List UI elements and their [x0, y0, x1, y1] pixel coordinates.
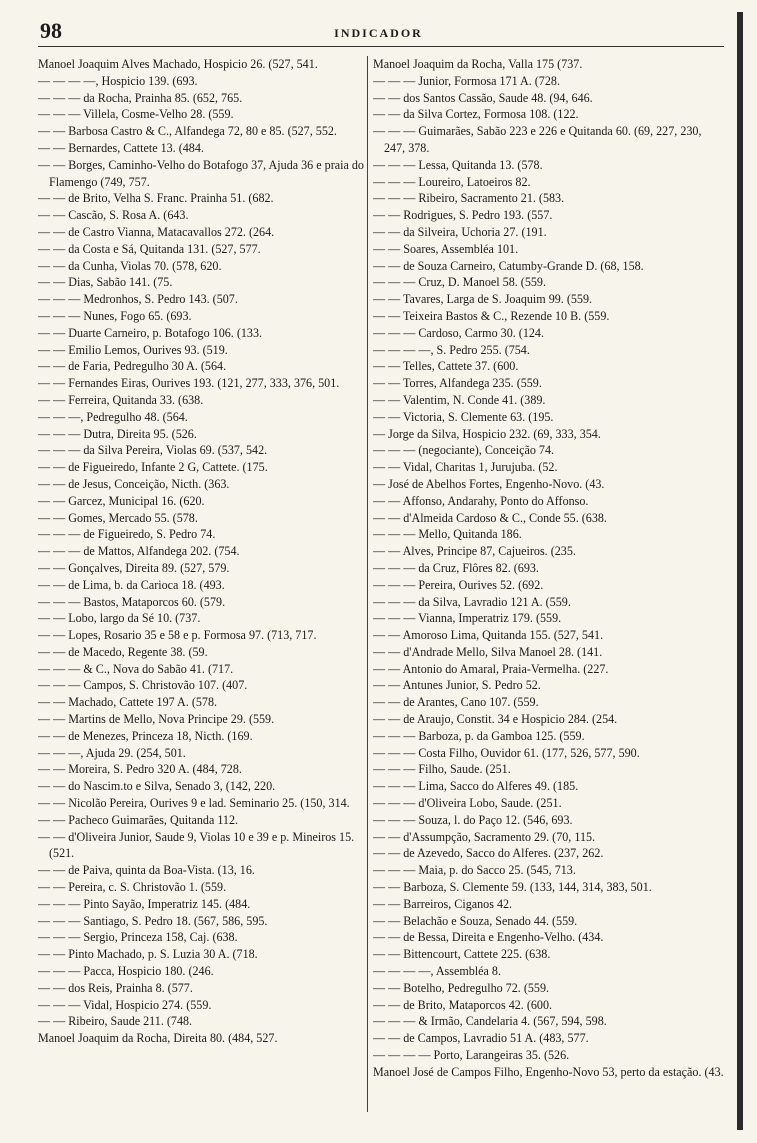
- directory-entry: — — — Barboza, p. da Gamboa 125. (559.: [373, 728, 585, 743]
- directory-entry: — — Ferreira, Quitanda 33. (638.: [38, 392, 204, 407]
- directory-entry: — — de Arantes, Cano 107. (559.: [373, 695, 539, 710]
- directory-entry: — — Telles, Cattete 37. (600.: [373, 359, 519, 374]
- directory-entry: — — Vidal, Charitas 1, Jurujuba. (52.: [373, 460, 558, 475]
- directory-entry: — — — Cardoso, Carmo 30. (124.: [373, 325, 544, 340]
- directory-entry: — — — Sergio, Princeza 158, Caj. (638.: [38, 930, 238, 945]
- directory-entry: — — Affonso, Andarahy, Ponto do Affonso.: [373, 493, 589, 508]
- directory-entry: Manoel Joaquim da Rocha, Valla 175 (737.: [373, 57, 583, 71]
- directory-entry: — — — Junior, Formosa 171 A. (728.: [373, 73, 560, 88]
- directory-entry: — — —, Pedregulho 48. (564.: [38, 409, 188, 424]
- directory-entry: — — Emilio Lemos, Ourives 93. (519.: [38, 342, 228, 357]
- directory-entry: — — de Castro Vianna, Matacavallos 272. (264.: [38, 224, 275, 239]
- directory-entry: — — do Nascim.to e Silva, Senado 3, (142, 220.: [38, 779, 276, 794]
- directory-entry: — — de Macedo, Regente 38. (59.: [38, 644, 208, 659]
- directory-entry: Manoel José de Campos Filho, Engenho-Novo 53, perto da estação. (43.: [373, 1064, 724, 1079]
- directory-entry: — — de Campos, Lavradio 51 A. (483, 577.: [373, 1031, 589, 1046]
- directory-entry: Manoel Joaquim Alves Machado, Hospicio 26. (527, 541.: [38, 57, 318, 71]
- directory-entry: — — — — Porto, Larangeiras 35. (526.: [373, 1048, 570, 1063]
- directory-entry: — — — Loureiro, Latoeiros 82.: [373, 174, 531, 189]
- directory-entry: — — da Silva Cortez, Formosa 108. (122.: [373, 107, 579, 122]
- directory-entry: — — Gomes, Mercado 55. (578.: [38, 510, 198, 525]
- directory-entry: — — Antunes Junior, S. Pedro 52.: [373, 678, 541, 693]
- directory-entry: — — dos Santos Cassão, Saude 48. (94, 646.: [373, 90, 593, 105]
- directory-entry: — — d'Oliveira Junior, Saude 9, Violas 10 e 39 e p. Mineiros 15. (521.: [38, 829, 355, 861]
- directory-entry: — — Lopes, Rosario 35 e 58 e p. Formosa 97. (713, 717.: [38, 628, 317, 643]
- directory-entry: — — — Costa Filho, Ouvidor 61. (177, 526, 577, 590.: [373, 745, 640, 760]
- directory-entry: — — Martins de Mello, Nova Principe 29. (559.: [38, 712, 275, 727]
- directory-entry: — — — de Figueiredo, S. Pedro 74.: [38, 527, 216, 542]
- directory-entry: — — Soares, Assembléa 101.: [373, 241, 519, 256]
- directory-entry: — — Barboza, S. Clemente 59. (133, 144, 314, 383, 501.: [373, 880, 652, 895]
- directory-entry: — — — Guimarães, Sabão 223 e 226 e Quitanda 60. (69, 227, 230, 247, 378.: [373, 124, 702, 155]
- directory-entry: — — — —, Hospicio 139. (693.: [38, 73, 198, 88]
- directory-entry: — — Nicolão Pereira, Ourives 9 e lad. Seminario 25. (150, 314.: [38, 796, 350, 811]
- column-divider: [367, 56, 368, 1112]
- directory-entry: — — de Bessa, Direita e Engenho-Velho. (434.: [373, 930, 604, 945]
- directory-entry: — — Amoroso Lima, Quitanda 155. (527, 541.: [373, 628, 604, 643]
- directory-entry: — — — Vianna, Imperatriz 179. (559.: [373, 611, 562, 626]
- directory-entry: — — Duarte Carneiro, p. Botafogo 106. (133.: [38, 325, 263, 340]
- directory-entry: — — — Vidal, Hospicio 274. (559.: [38, 997, 212, 1012]
- directory-entry: Manoel Joaquim da Rocha, Direita 80. (484, 527.: [38, 1031, 278, 1046]
- running-head: INDICADOR: [334, 26, 423, 40]
- directory-entry: — — — Medronhos, S. Pedro 143. (507.: [38, 292, 238, 307]
- directory-entry: — — dos Reis, Prainha 8. (577.: [38, 980, 193, 995]
- directory-entry: — — — Bastos, Mataporcos 60. (579.: [38, 594, 226, 609]
- directory-entry: — — de Paiva, quinta da Boa-Vista. (13, 16.: [38, 863, 255, 878]
- directory-entry: — — Machado, Cattete 197 A. (578.: [38, 695, 218, 710]
- directory-entry: — — Bernardes, Cattete 13. (484.: [38, 140, 204, 155]
- directory-entry: — — da Costa e Sá, Quitanda 131. (527, 577.: [38, 241, 261, 256]
- directory-entry: — — — d'Oliveira Lobo, Saude. (251.: [373, 796, 562, 811]
- directory-entry: — — — & C., Nova do Sabão 41. (717.: [38, 661, 234, 676]
- directory-entry: — — — —, Assembléa 8.: [373, 964, 501, 979]
- directory-entry: — — Torres, Alfandega 235. (559.: [373, 376, 542, 391]
- directory-entry: — — — Pinto Sayão, Imperatriz 145. (484.: [38, 896, 251, 911]
- directory-entry: — — — & Irmão, Candelaria 4. (567, 594, 598.: [373, 1014, 607, 1029]
- directory-entry: — — — Nunes, Fogo 65. (693.: [38, 308, 192, 323]
- column-right: [373, 56, 725, 1116]
- directory-entry: — — — da Silva, Lavradio 121 A. (559.: [373, 594, 571, 609]
- directory-entry: — — — Dutra, Direita 95. (526.: [38, 426, 197, 441]
- directory-entry: — — — Souza, l. do Paço 12. (546, 693.: [373, 812, 573, 827]
- directory-entry: — — — Pacca, Hospicio 180. (246.: [38, 964, 214, 979]
- directory-entry: — — Barbosa Castro & C., Alfandega 72, 80 e 85. (527, 552.: [38, 124, 337, 139]
- directory-entry: — — Valentim, N. Conde 41. (389.: [373, 392, 546, 407]
- column-left: [38, 56, 364, 1116]
- directory-entry: — — — (negociante), Conceição 74.: [373, 443, 555, 458]
- directory-entry: — — Fernandes Eiras, Ourives 193. (121, 277, 333, 376, 501.: [38, 376, 340, 391]
- directory-entry: — — de Araujo, Constit. 34 e Hospicio 284. (254.: [373, 712, 618, 727]
- directory-entry: — — Antonio do Amaral, Praia-Vermelha. (227.: [373, 661, 609, 676]
- directory-entry: — — — Cruz, D. Manoel 58. (559.: [373, 275, 546, 290]
- directory-entry: — José de Abelhos Fortes, Engenho-Novo. (43.: [373, 476, 605, 491]
- directory-entry: — — — de Mattos, Alfandega 202. (754.: [38, 544, 240, 559]
- directory-entry: — — Botelho, Pedregulho 72. (559.: [373, 980, 550, 995]
- directory-entry: — — da Silveira, Uchoria 27. (191.: [373, 224, 547, 239]
- directory-entry: — — Tavares, Larga de S. Joaquim 99. (559.: [373, 292, 593, 307]
- directory-entry: — — — Lima, Sacco do Alferes 49. (185.: [373, 779, 579, 794]
- directory-entry: — — d'Almeida Cardoso & C., Conde 55. (638.: [373, 510, 607, 525]
- directory-entry: — — Alves, Principe 87, Cajueiros. (235.: [373, 544, 576, 559]
- directory-entry: — — — Pereira, Ourives 52. (692.: [373, 577, 544, 592]
- directory-entry: — — — Campos, S. Christovão 107. (407.: [38, 678, 248, 693]
- directory-entry: — — d'Assumpção, Sacramento 29. (70, 115.: [373, 829, 596, 844]
- directory-entry: — — de Souza Carneiro, Catumby-Grande D. (68, 158.: [373, 258, 644, 273]
- directory-entry: — — de Brito, Velha S. Franc. Prainha 51. (682.: [38, 191, 274, 206]
- directory-entry: — — da Cunha, Violas 70. (578, 620.: [38, 258, 222, 273]
- directory-entry: — — — Lessa, Quitanda 13. (578.: [373, 157, 543, 172]
- directory-entry: — — — —, S. Pedro 255. (754.: [373, 342, 530, 357]
- directory-entry: — — d'Andrade Mello, Silva Manoel 28. (141.: [373, 644, 603, 659]
- directory-entry: — — Cascão, S. Rosa A. (643.: [38, 208, 189, 223]
- directory-entry: — — — Filho, Saude. (251.: [373, 762, 511, 777]
- directory-entry: — — de Menezes, Princeza 18, Nicth. (169.: [38, 728, 253, 743]
- directory-entry: — — de Brito, Mataporcos 42. (600.: [373, 997, 553, 1012]
- directory-entry: — — Dias, Sabão 141. (75.: [38, 275, 173, 290]
- directory-entry: — — de Jesus, Conceição, Nicth. (363.: [38, 476, 230, 491]
- directory-entry: — — Pacheco Guimarães, Quitanda 112.: [38, 812, 239, 827]
- directory-entry: — — Pinto Machado, p. S. Luzia 30 A. (718.: [38, 947, 258, 962]
- directory-entry: — — Pereira, c. S. Christovão 1. (559.: [38, 880, 227, 895]
- directory-entry: — — Ribeiro, Saude 211. (748.: [38, 1014, 193, 1029]
- directory-entry: — — — da Cruz, Flôres 82. (693.: [373, 560, 539, 575]
- directory-entry: — — — Maia, p. do Sacco 25. (545, 713.: [373, 863, 576, 878]
- binding-edge: [737, 12, 743, 1130]
- directory-entry: — — — Villela, Cosme-Velho 28. (559.: [38, 107, 234, 122]
- directory-entry: — — — Santiago, S. Pedro 18. (567, 586, 595.: [38, 913, 268, 928]
- directory-entry: — — Gonçalves, Direita 89. (527, 579.: [38, 560, 230, 575]
- directory-entry: — Jorge da Silva, Hospicio 232. (69, 333, 354.: [373, 426, 601, 441]
- directory-entry: — — de Figueiredo, Infante 2 G, Cattete. (175.: [38, 460, 268, 475]
- directory-entry: — — — Ribeiro, Sacramento 21. (583.: [373, 191, 565, 206]
- directory-entry: — — — Mello, Quitanda 186.: [373, 527, 522, 542]
- directory-entry: — — Rodrigues, S. Pedro 193. (557.: [373, 208, 553, 223]
- directory-entry: — — Garcez, Municipal 16. (620.: [38, 493, 205, 508]
- directory-entry: — — — da Silva Pereira, Violas 69. (537, 542.: [38, 443, 268, 458]
- directory-entry: — — Barreiros, Ciganos 42.: [373, 896, 513, 911]
- directory-entry: — — Moreira, S. Pedro 320 A. (484, 728.: [38, 762, 242, 777]
- page-number: 98: [40, 18, 62, 43]
- directory-entry: — — de Faria, Pedregulho 30 A. (564.: [38, 359, 227, 374]
- directory-entry: — — — da Rocha, Prainha 85. (652, 765.: [38, 90, 243, 105]
- directory-entry: — — Belachão e Souza, Senado 44. (559.: [373, 913, 578, 928]
- header-rule: [38, 46, 724, 47]
- directory-entry: — — de Lima, b. da Carioca 18. (493.: [38, 577, 225, 592]
- directory-entry: — — Victoria, S. Clemente 63. (195.: [373, 409, 554, 424]
- directory-entry: — — —, Ajuda 29. (254, 501.: [38, 745, 186, 760]
- directory-entry: — — Lobo, largo da Sé 10. (737.: [38, 611, 201, 626]
- directory-entry: — — de Azevedo, Sacco do Alferes. (237, 262.: [373, 846, 604, 861]
- directory-entry: — — Borges, Caminho-Velho do Botafogo 37, Ajuda 36 e praia do Flamengo (749, 757.: [38, 157, 364, 189]
- directory-entry: — — Teixeira Bastos & C., Rezende 10 B. (559.: [373, 308, 610, 323]
- directory-entry: — — Bittencourt, Cattete 225. (638.: [373, 947, 551, 962]
